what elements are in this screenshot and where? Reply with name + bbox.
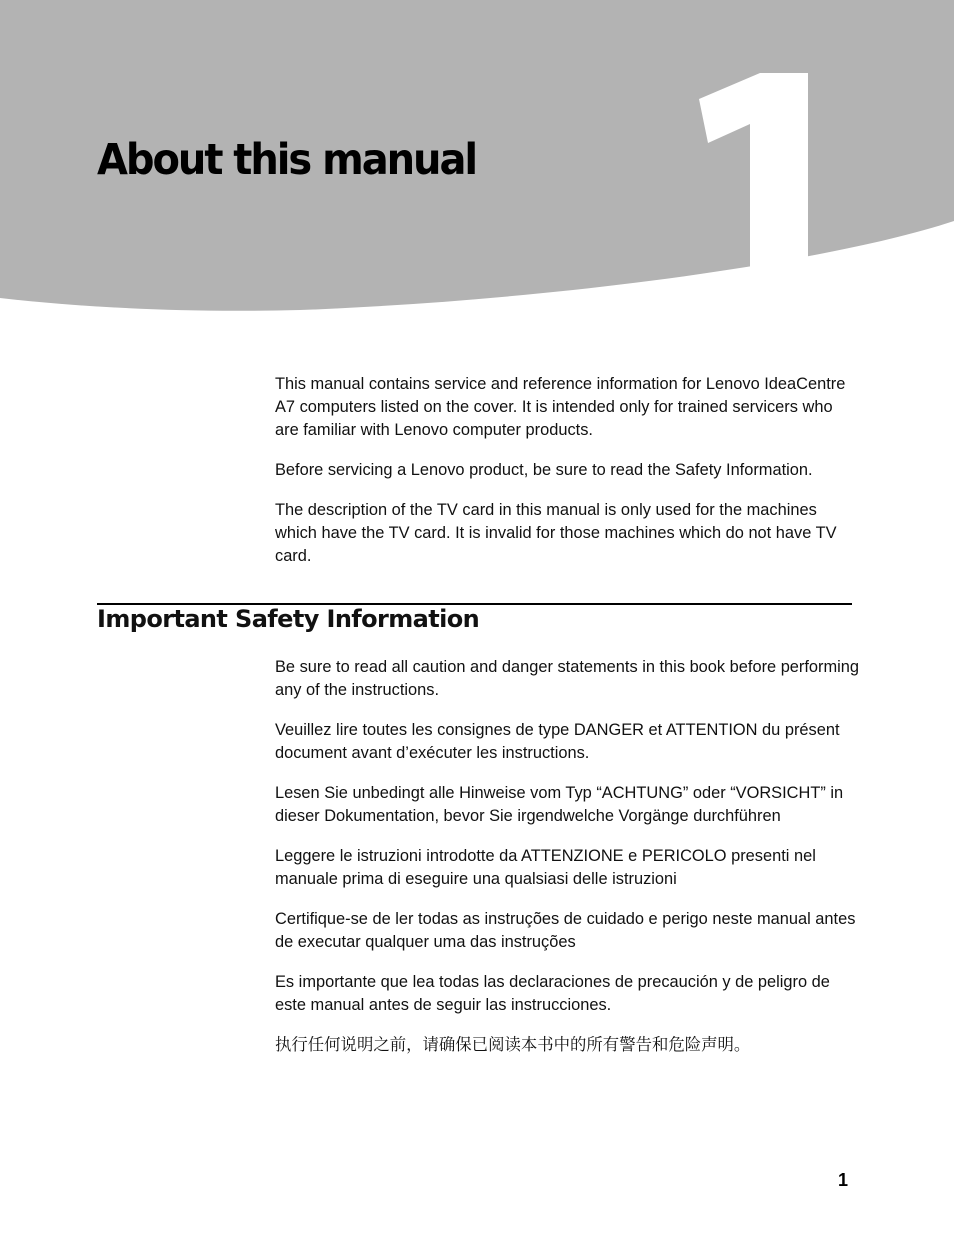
chapter-title: About this manual bbox=[97, 135, 477, 185]
intro-paragraph: Before servicing a Lenovo product, be sure to read the Safety Information. bbox=[275, 461, 813, 479]
intro-paragraph: This manual contains service and reference information for Lenovo IdeaCentre A7 computers listed on the cover. It is intended only for trained servicers who are familiar with Lenovo computer products. bbox=[275, 375, 846, 439]
safety-paragraph-fr: Veuillez lire toutes les consignes de type DANGER et ATTENTION du présent document avant d’exécuter les instructions. bbox=[275, 721, 840, 762]
safety-paragraph-en: Be sure to read all caution and danger statements in this book before performing any of the instructions. bbox=[275, 658, 860, 699]
intro-section bbox=[275, 373, 860, 585]
safety-paragraph-es: Es importante que lea todas las declaraciones de precaución y de peligro de este manual antes de seguir las instrucciones. bbox=[275, 973, 830, 1014]
safety-paragraph-de: Lesen Sie unbedingt alle Hinweise vom Typ “ACHTUNG” oder “VORSICHT” in dieser Dokumentation, bevor Sie irgendwelche Vorgänge durchführen bbox=[275, 784, 844, 825]
safety-paragraph-zh: 执行任何说明之前，请确保已阅读本书中的所有警告和危险声明。 bbox=[275, 1036, 751, 1054]
page-number: 1 bbox=[838, 1170, 849, 1190]
safety-section bbox=[275, 656, 860, 1074]
intro-paragraph: The description of the TV card in this manual is only used for the machines which have the TV card. It is invalid for those machines which do not have TV card. bbox=[275, 501, 837, 565]
section-heading: Important Safety Information bbox=[97, 605, 480, 633]
safety-paragraph-it: Leggere le istruzioni introdotte da ATTENZIONE e PERICOLO presenti nel manuale prima di eseguire una qualsiasi delle istruzioni bbox=[275, 847, 816, 888]
safety-paragraph-pt: Certifique-se de ler todas as instruções de cuidado e perigo neste manual antes de executar qualquer uma das instruções bbox=[275, 910, 856, 951]
